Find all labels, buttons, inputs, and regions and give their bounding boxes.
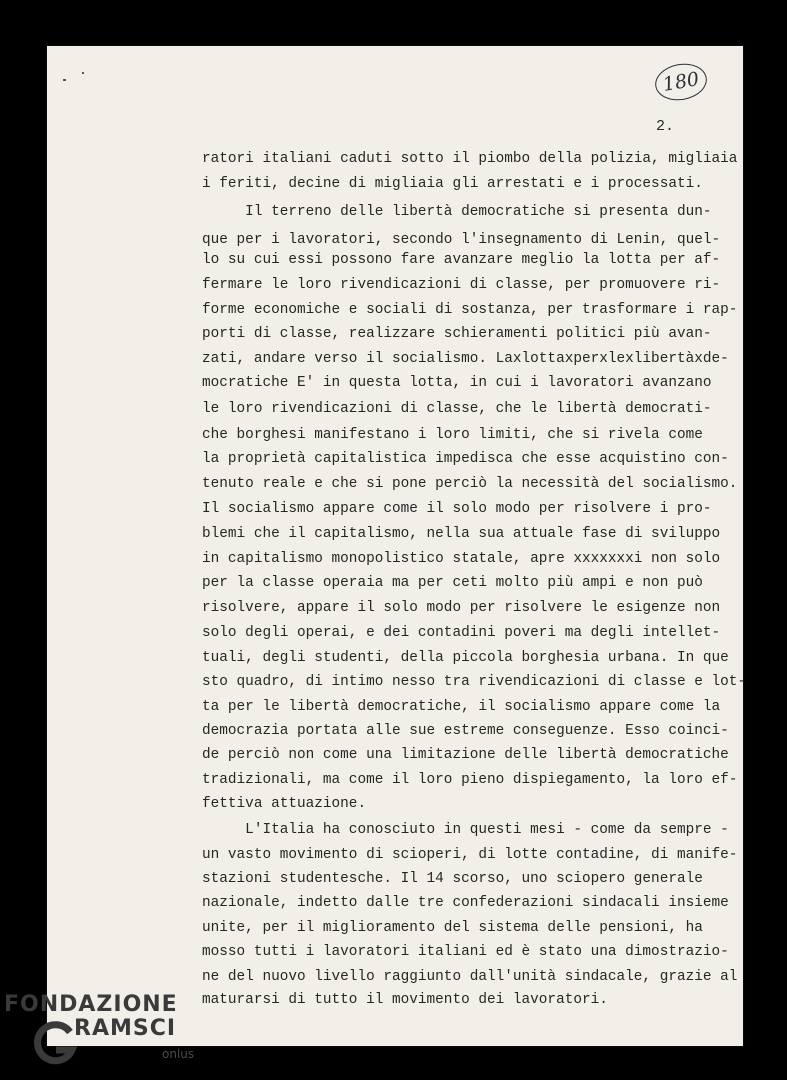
text-line: mocratiche E' in questa lotta, in cui i lavoratori avanzano: [202, 375, 712, 391]
text-line: Il terreno delle libertà democratiche si presenta dun-: [202, 204, 712, 220]
speck: [82, 72, 84, 74]
text-line: tuali, degli studenti, della piccola borghesia urbana. In que: [202, 650, 729, 666]
text-line: che borghesi manifestano i loro limiti, che si rivela come: [202, 427, 703, 443]
text-line: la proprietà capitalistica impedisca che esse acquistino con-: [202, 451, 729, 467]
text-line: per la classe operaia ma per ceti molto più ampi e non può: [202, 575, 703, 591]
text-line: ta per le libertà democratiche, il socialismo appare come la: [202, 699, 721, 715]
text-line: forme economiche e sociali di sostanza, per trasformare i rap-: [202, 302, 738, 318]
text-line: L'Italia ha conosciuto in questi mesi - come da sempre -: [202, 822, 729, 838]
watermark-line1: FONDAZIONE: [4, 992, 178, 1017]
text-line: un vasto movimento di scioperi, di lotte contadine, di manife-: [202, 847, 738, 863]
text-line: fettiva attuazione.: [202, 796, 367, 812]
page-number: 2.: [656, 118, 675, 135]
text-line: ne del nuovo livello raggiunto dall'unità sindacale, grazie al: [202, 969, 738, 985]
text-line: fermare le loro rivendicazioni di classe, per promuovere ri-: [202, 277, 721, 293]
text-line: in capitalismo monopolistico statale, apre xxxxxxxi non solo: [202, 551, 721, 567]
text-line: porti di classe, realizzare schieramenti politici più avan-: [202, 326, 712, 342]
text-line: i feriti, decine di migliaia gli arrestati e i processati.: [202, 176, 703, 192]
text-line: Il socialismo appare come il solo modo per risolvere i pro-: [202, 501, 712, 517]
text-line: stazioni studentesche. Il 14 scorso, uno sciopero generale: [202, 871, 703, 887]
text-line: lo su cui essi possono fare avanzare meglio la lotta per af-: [202, 252, 721, 268]
text-line: tenuto reale e che si pone perciò la necessità del socialismo.: [202, 476, 738, 492]
text-line: unite, per il miglioramento del sistema delle pensioni, ha: [202, 920, 703, 936]
text-line: risolvere, appare il solo modo per risolvere le esigenze non: [202, 600, 721, 616]
text-line: de perciò non come una limitazione delle libertà democratiche: [202, 747, 729, 763]
text-line: democrazia portata alle sue estreme conseguenze. Esso coinci-: [202, 723, 729, 739]
text-line: sto quadro, di intimo nesso tra rivendicazioni di classe e lot-: [202, 674, 747, 690]
text-line: ratori italiani caduti sotto il piombo della polizia, migliaia: [202, 151, 738, 167]
speck: [63, 79, 66, 81]
watermark-logo: [4, 992, 204, 1072]
text-line: nazionale, indetto dalle tre confederazioni sindacali insieme: [202, 895, 729, 911]
logo-g-icon: [30, 1020, 78, 1068]
text-line: blemi che il capitalismo, nella sua attuale fase di sviluppo: [202, 526, 721, 542]
text-line: zati, andare verso il socialismo. Laxlottaxperxlexlibertàxde-: [202, 351, 729, 367]
text-line: maturarsi di tutto il movimento dei lavoratori.: [202, 992, 608, 1008]
watermark-subtitle: onlus: [162, 1047, 195, 1061]
watermark-line2: RAMSCI: [74, 1016, 177, 1041]
text-line: que per i lavoratori, secondo l'insegnamento di Lenin, quel-: [202, 232, 721, 248]
text-line: le loro rivendicazioni di classe, che le libertà democrati-: [202, 401, 712, 417]
text-line: tradizionali, ma come il loro pieno dispiegamento, la loro ef-: [202, 772, 738, 788]
archive-number: 180: [661, 68, 701, 96]
text-line: solo degli operai, e dei contadini poveri ma degli intellet-: [202, 625, 721, 641]
text-line: mosso tutti i lavoratori italiani ed è stato una dimostrazio-: [202, 944, 729, 960]
